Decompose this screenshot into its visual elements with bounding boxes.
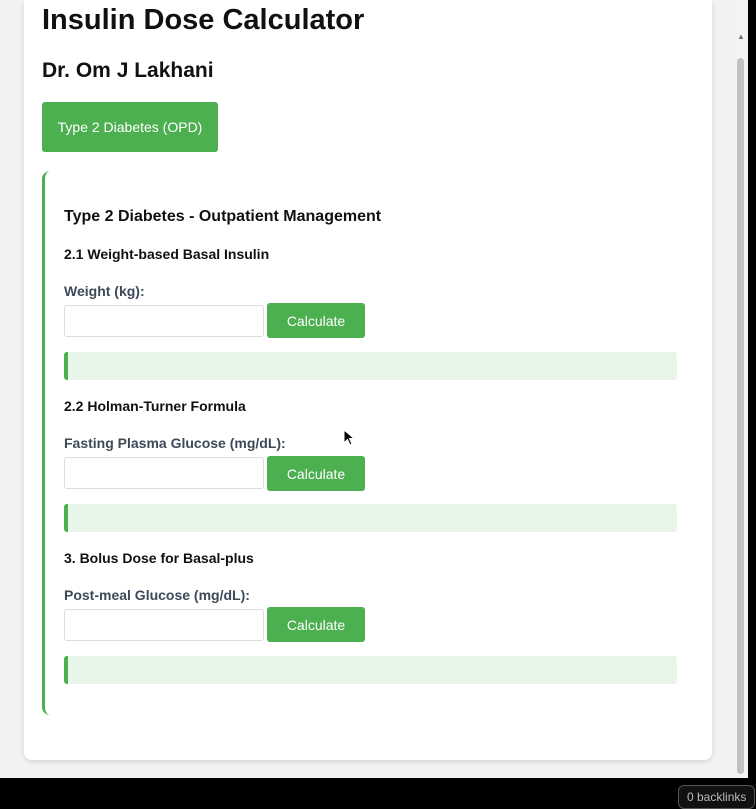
fpg-result bbox=[64, 504, 677, 532]
postmeal-result bbox=[64, 656, 677, 684]
calculate-postmeal-button[interactable]: Calculate bbox=[267, 607, 365, 642]
weight-input[interactable] bbox=[64, 305, 264, 337]
fpg-label: Fasting Plasma Glucose (mg/dL): bbox=[64, 435, 286, 451]
weight-label: Weight (kg): bbox=[64, 283, 145, 299]
fpg-input[interactable] bbox=[64, 457, 264, 489]
panel-title: Type 2 Diabetes - Outpatient Management bbox=[64, 208, 382, 225]
postmeal-label: Post-meal Glucose (mg/dL): bbox=[64, 587, 250, 603]
calculate-weight-button[interactable]: Calculate bbox=[267, 303, 365, 338]
author-name: Dr. Om J Lakhani bbox=[42, 59, 214, 82]
tab-type2-opd[interactable]: Type 2 Diabetes (OPD) bbox=[42, 102, 218, 152]
section-title-holman-turner: 2.2 Holman-Turner Formula bbox=[64, 398, 246, 414]
mouse-pointer-icon bbox=[343, 429, 355, 447]
postmeal-input[interactable] bbox=[64, 609, 264, 641]
page-title: Insulin Dose Calculator bbox=[42, 4, 365, 36]
scrollbar-thumb[interactable] bbox=[737, 58, 744, 774]
section-title-bolus-dose: 3. Bolus Dose for Basal-plus bbox=[64, 550, 254, 566]
triangle-up-icon[interactable]: ▲ bbox=[737, 32, 745, 41]
weight-result bbox=[64, 352, 677, 380]
section-title-weight-basal: 2.1 Weight-based Basal Insulin bbox=[64, 246, 270, 262]
backlinks-badge[interactable]: 0 backlinks bbox=[678, 785, 755, 809]
calculate-fpg-button[interactable]: Calculate bbox=[267, 456, 365, 491]
